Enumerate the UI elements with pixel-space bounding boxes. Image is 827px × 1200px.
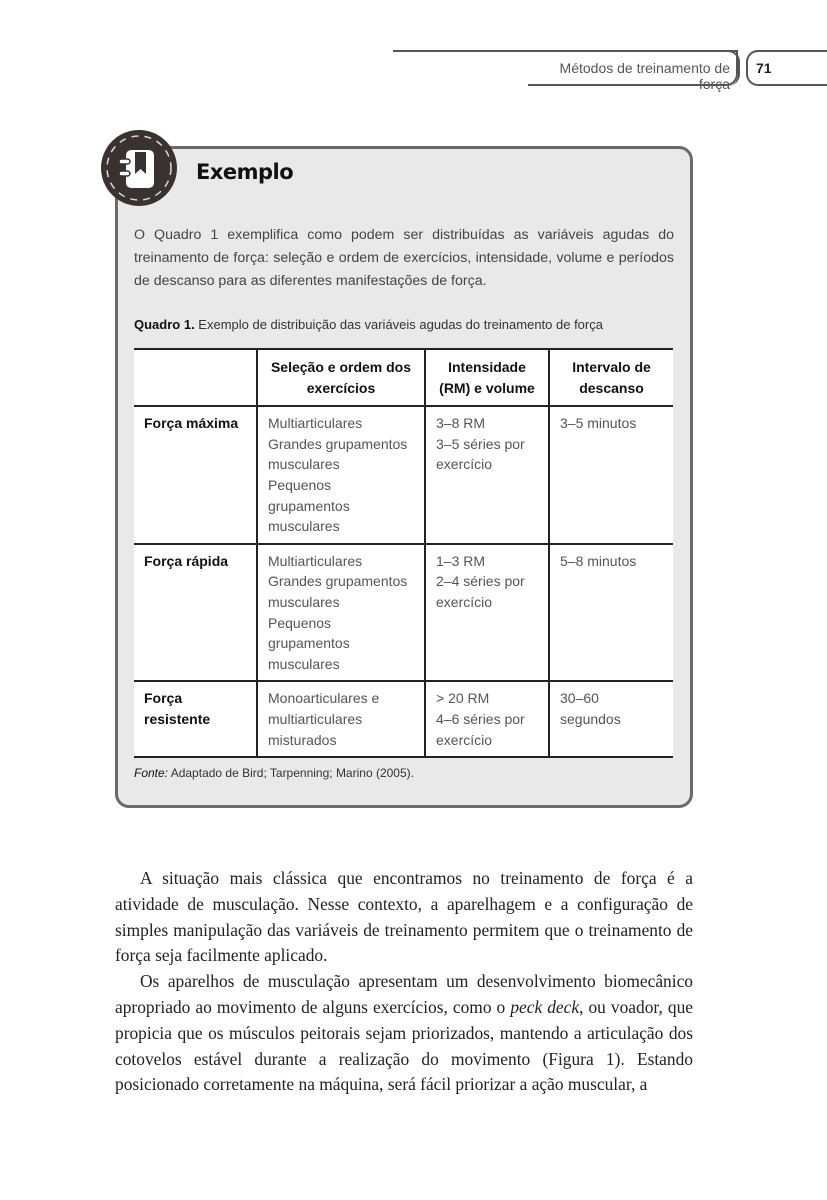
intensity-cell [425,681,549,757]
cell-line: Grandes grupamentos musculares [268,573,408,610]
running-title: Métodos de treinamento de força [559,60,730,92]
cell-line: Multiarticulares [268,415,363,432]
cell-line: Pequenos grupamentos musculares [268,476,350,535]
selection-cell [257,544,425,682]
paragraph [115,969,693,1098]
bookmark-notebook-icon [101,130,177,206]
table-row [134,406,673,544]
selection-cell [257,406,425,544]
header-cell [134,349,257,406]
caption-label: Quadro 1. [134,317,195,332]
body-text [115,866,693,1098]
cell-line: Monoarticulares e multiarticulares misturados [268,690,380,748]
table-row [134,544,673,682]
header-cell: Seleção e ordem dos exercícios [257,349,425,406]
paragraph-text: Os aparelhos de musculação apresentam um desenvolvimento biomecânico apropriado ao movimento de alguns exercícios, como o [115,971,693,1017]
italic-term: peck deck [510,996,580,1017]
paragraph: A situação mais clássica que encontramos no treinamento de força é a atividade de musculação. Nesse contexto, a aparelhagem e a configuração de simples manipulação das variáveis de treinamento permitem que o treinamento de força seja facilmente aplicado. [115,868,693,966]
intensity-cell [425,406,549,544]
cell-line: Multiarticulares [268,552,363,569]
example-title: Exemplo [196,160,294,184]
table-caption [134,317,603,332]
table-row [134,681,673,757]
selection-cell [257,681,425,757]
row-label: Força resistente [144,690,211,727]
example-intro: O Quadro 1 exemplifica como podem ser distribuídas as variáveis agudas do treinamento de força: seleção e ordem de exercícios, intensidade, volume e períodos de descanso para as diferentes manifestações de força. [134,227,674,289]
source-label: Fonte: [134,766,169,780]
table-source [134,766,414,780]
cell-line: 1–3 RM [436,552,486,569]
header-cell: Intervalo de descanso [549,349,673,406]
paragraph-text: , ou voador, que propicia que os músculos peitorais sejam priorizados, mantendo a articulação dos cotovelos estável durante a realização do movimento (Figura 1). Estando posicionado corretamente na máquina, será fácil priorizar a ação muscular, a [115,996,693,1095]
source-text: Adaptado de Bird; Tarpenning; Marino (2005). [168,766,414,780]
intensity-cell [425,544,549,682]
table-header-row [134,349,673,406]
cell-line: > 20 RM [436,690,490,707]
cell-line: Pequenos grupamentos musculares [268,614,350,672]
cell-line: 3–5 séries por exercício [436,435,525,473]
cell-line: 2–4 séries por exercício [436,573,525,610]
row-label: Força máxima [144,415,239,432]
caption-text: Exemplo de distribuição das variáveis agudas do treinamento de força [194,317,603,332]
page-number: 71 [756,60,772,76]
quadro-table [134,348,673,758]
header-cell: Intensidade (RM) e volume [425,349,549,406]
rest-cell: 5–8 minutos [549,544,673,682]
row-label: Força rápida [144,552,229,569]
rest-cell: 3–5 minutos [549,406,673,544]
cell-line: 3–8 RM [436,415,486,432]
cell-line: Grandes grupamentos musculares [268,435,408,473]
rest-cell: 30–60 segundos [549,681,673,757]
cell-line: 4–6 séries por exercício [436,710,525,748]
